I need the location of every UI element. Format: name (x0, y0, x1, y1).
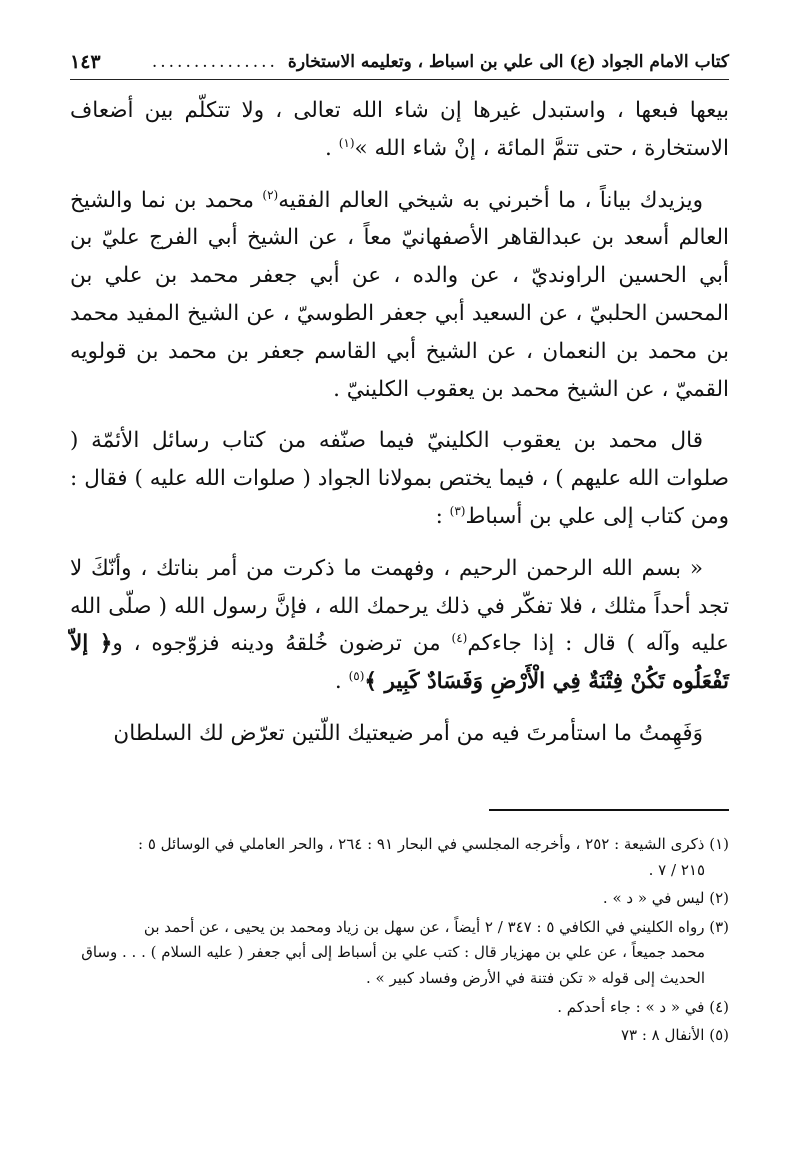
quran-verse: ﴿ إلاّ تَفْعَلُوه تَكُنْ فِتْنَةٌ فِي الْأَرْضِ وَفَسَادٌ كَبِير ﴾ (70, 631, 729, 695)
paragraph-1-text: بيعها فبعها ، واستبدل غيرها إن شاء الله تعالى ، ولا تتكلّم بين أضعاف الاستخارة ، حتى تتمَّ المائة ، إنْ شاء الله » (70, 98, 729, 161)
footnote-1-text: (١) ذكرى الشيعة : ٢٥٢ ، وأخرجه المجلسي في البحار ٩١ : ٢٦٤ ، والحر العاملي في الوسائل ٥ : (137, 835, 729, 853)
footnote-4-text: (٤) في « د » : جاء أحدكم . (557, 997, 729, 1016)
paragraph-3 (70, 422, 729, 535)
paragraph-5-text: وَفَهِمتُ ما استأمرتَ فيه من أمر ضيعتيك اللّتين تعرّض لك السلطان (113, 720, 703, 746)
footnote-2 (70, 886, 729, 912)
footnote-2-text: (٢) ليس في « د » . (602, 889, 729, 908)
footnote-3-text: (٣) رواه الكليني في الكافي ٥ : ٣٤٧ / ٢ أيضاً ، عن سهل بن زياد ومحمد بن يحيى ، عن أحمد بن (143, 917, 729, 936)
footnote-separator (489, 809, 729, 811)
page-number: ١٤٣ (70, 51, 101, 73)
footnote-5 (70, 1023, 729, 1049)
footnote-ref-5: (٥) (348, 669, 365, 683)
header-dot-leader: ............... (151, 52, 278, 72)
paragraph-4-text-a: « بسم الله الرحمن الرحيم ، وفهمت ما ذكرت من أمر بناتك ، وأنّكَ لا تجد أحداً مثلك ، فلا تفكّر في ذلك يرحمك الله ، فإنَّ رسول الله ( صلّى الله عليه وآله ) قال : إذا جاءكم (70, 555, 729, 657)
paragraph-2 (70, 182, 729, 409)
paragraph-3-text-b: : (435, 503, 450, 529)
running-header (70, 45, 729, 80)
footnote-1-continuation: ٢١٥ / ٧ . (648, 860, 705, 879)
footnote-3 (70, 915, 729, 992)
footnote-ref-1: (١) (338, 135, 355, 150)
paragraph-1-end: . (325, 135, 339, 161)
paragraph-3-text-a: قال محمد بن يعقوب الكلينيّ فيما صنّفه من كتاب رسائل الأئمّة ( صلوات الله عليهم ) ، فيما يختص بمولانا الجواد ( صلوات الله عليه ) فقال : ومن كتاب إلى علي بن أسباط (70, 428, 729, 529)
header-title: كتاب الامام الجواد (ع) الى علي بن اسباط ، وتعليمه الاستخارة (287, 52, 729, 72)
footnote-ref-4: (٤) (451, 631, 468, 646)
paragraph-2-text-b: محمد بن نما والشيخ العالم أسعد بن عبدالقاهر الأصفهانيّ معاً ، عن الشيخ أبي الفرج عليّ بن أبي الحسين الراونديّ ، عن والده ، عن أبي جعفر محمد بن علي بن المحسن الحلبيّ ، عن السعيد أبي جعفر الطوسيّ ، عن الشيخ المفيد محمد بن محمد بن النعمان ، عن الشيخ أبي القاسم جعفر بن محمد بن قولويه القميّ ، عن الشيخ محمد بن يعقوب الكلينيّ . (70, 187, 729, 402)
footnote-ref-2: (٢) (262, 187, 279, 202)
footnote-ref-3: (٣) (449, 503, 466, 518)
footnote-4 (70, 995, 729, 1021)
footnote-3-continuation: محمد جميعاً ، عن علي بن مهزيار قال : كتب علي بن أسباط إلى أبي جعفر ( عليه السلام ) . . . وساق الحديث إلى قوله « تكن فتنة في الأرض وفساد كبير » . (81, 943, 705, 987)
paragraph-1 (70, 92, 729, 168)
paragraph-2-text-a: ويزيدك بياناً ، ما أخبرني به شيخي العالم الفقيه (278, 187, 703, 213)
paragraph-4-text-c: . (334, 669, 349, 695)
paragraph-5 (70, 715, 729, 753)
footnotes (70, 832, 729, 1052)
paragraph-4 (70, 550, 729, 701)
main-text (70, 92, 729, 767)
footnote-1 (70, 832, 729, 883)
footnote-5-text: (٥) الأنفال ٨ : ٧٣ (620, 1026, 729, 1045)
paragraph-4-text-b: من ترضون خُلقهُ ودينه فزوّجوه ، و (112, 631, 452, 657)
